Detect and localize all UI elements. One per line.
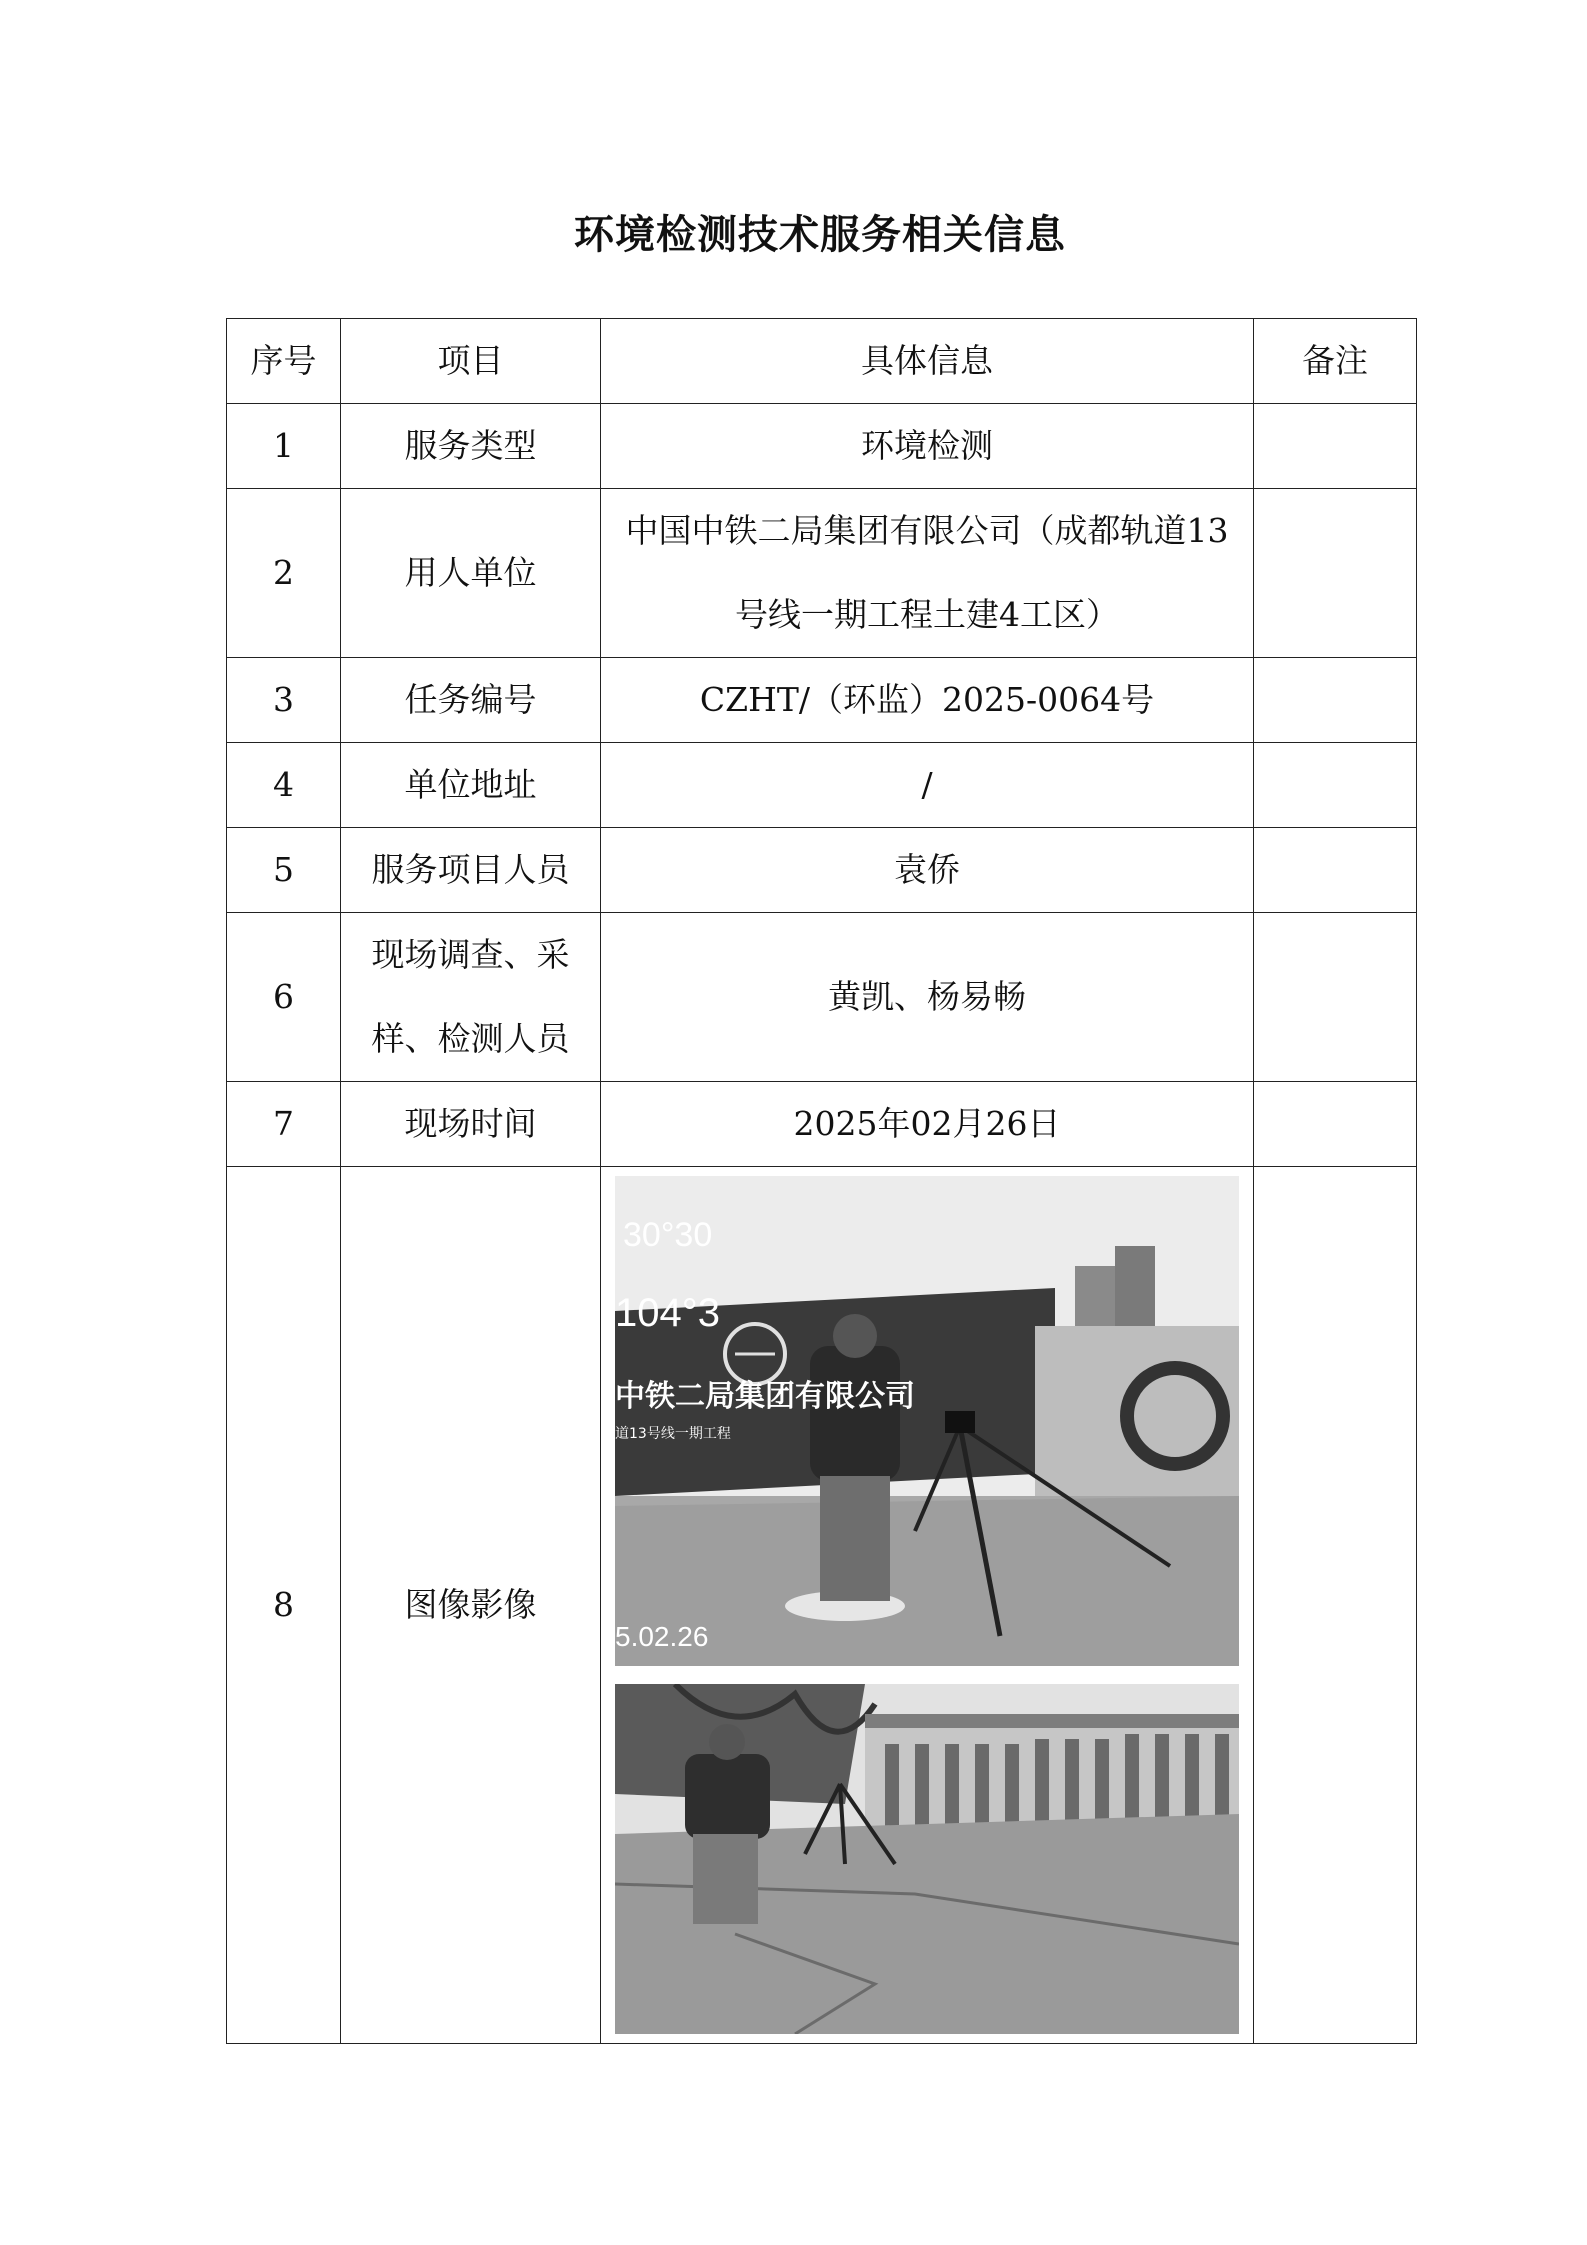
row-info: / [601, 743, 1254, 828]
row-note [1254, 1167, 1417, 2044]
header-note: 备注 [1254, 319, 1417, 404]
date-stamp: 5.02.26 [615, 1621, 709, 1652]
table-row [227, 489, 1417, 658]
info-table [226, 318, 1417, 2044]
table-row [227, 1082, 1417, 1167]
sign-subtext: 道13号线一期工程 [615, 1426, 731, 1442]
page-title: 环境检测技术服务相关信息 [574, 212, 1066, 258]
row-index: 5 [227, 828, 341, 913]
table-row [227, 658, 1417, 743]
row-index: 4 [227, 743, 341, 828]
row-info-photos [601, 1167, 1254, 2044]
row-item: 任务编号 [341, 658, 601, 743]
row-info: 袁侨 [601, 828, 1254, 913]
table-row [227, 1167, 1417, 2044]
table-row [227, 743, 1417, 828]
row-item: 单位地址 [341, 743, 601, 828]
row-index: 2 [227, 489, 341, 658]
coord-overlay-a: 30°30 [623, 1216, 713, 1254]
row-item: 服务类型 [341, 404, 601, 489]
header-item: 项目 [341, 319, 601, 404]
coord-overlay-b: 104°3 [615, 1291, 720, 1335]
row-note [1254, 743, 1417, 828]
header-index: 序号 [227, 319, 341, 404]
row-note [1254, 489, 1417, 658]
row-index: 8 [227, 1167, 341, 2044]
header-info: 具体信息 [601, 319, 1254, 404]
row-item: 现场时间 [341, 1082, 601, 1167]
row-index: 7 [227, 1082, 341, 1167]
row-info: 环境检测 [601, 404, 1254, 489]
table-row [227, 404, 1417, 489]
row-note [1254, 404, 1417, 489]
row-info: 中国中铁二局集团有限公司（成都轨道13号线一期工程土建4工区） [601, 489, 1254, 658]
row-note [1254, 913, 1417, 1082]
row-index: 6 [227, 913, 341, 1082]
row-info: 2025年02月26日 [601, 1082, 1254, 1167]
table-row [227, 828, 1417, 913]
row-info: CZHT/（环监）2025-0064号 [601, 658, 1254, 743]
row-item: 图像影像 [341, 1167, 601, 2044]
row-index: 1 [227, 404, 341, 489]
row-note [1254, 658, 1417, 743]
table-row [227, 913, 1417, 1082]
site-photo-2 [615, 1684, 1239, 2034]
table-header-row [227, 319, 1417, 404]
row-note [1254, 1082, 1417, 1167]
row-note [1254, 828, 1417, 913]
row-index: 3 [227, 658, 341, 743]
row-item: 服务项目人员 [341, 828, 601, 913]
row-item: 现场调查、采样、检测人员 [341, 913, 601, 1082]
row-info: 黄凯、杨易畅 [601, 913, 1254, 1082]
sign-text: 中铁二局集团有限公司 [615, 1379, 915, 1414]
site-photo-1 [615, 1176, 1239, 1666]
row-item: 用人单位 [341, 489, 601, 658]
